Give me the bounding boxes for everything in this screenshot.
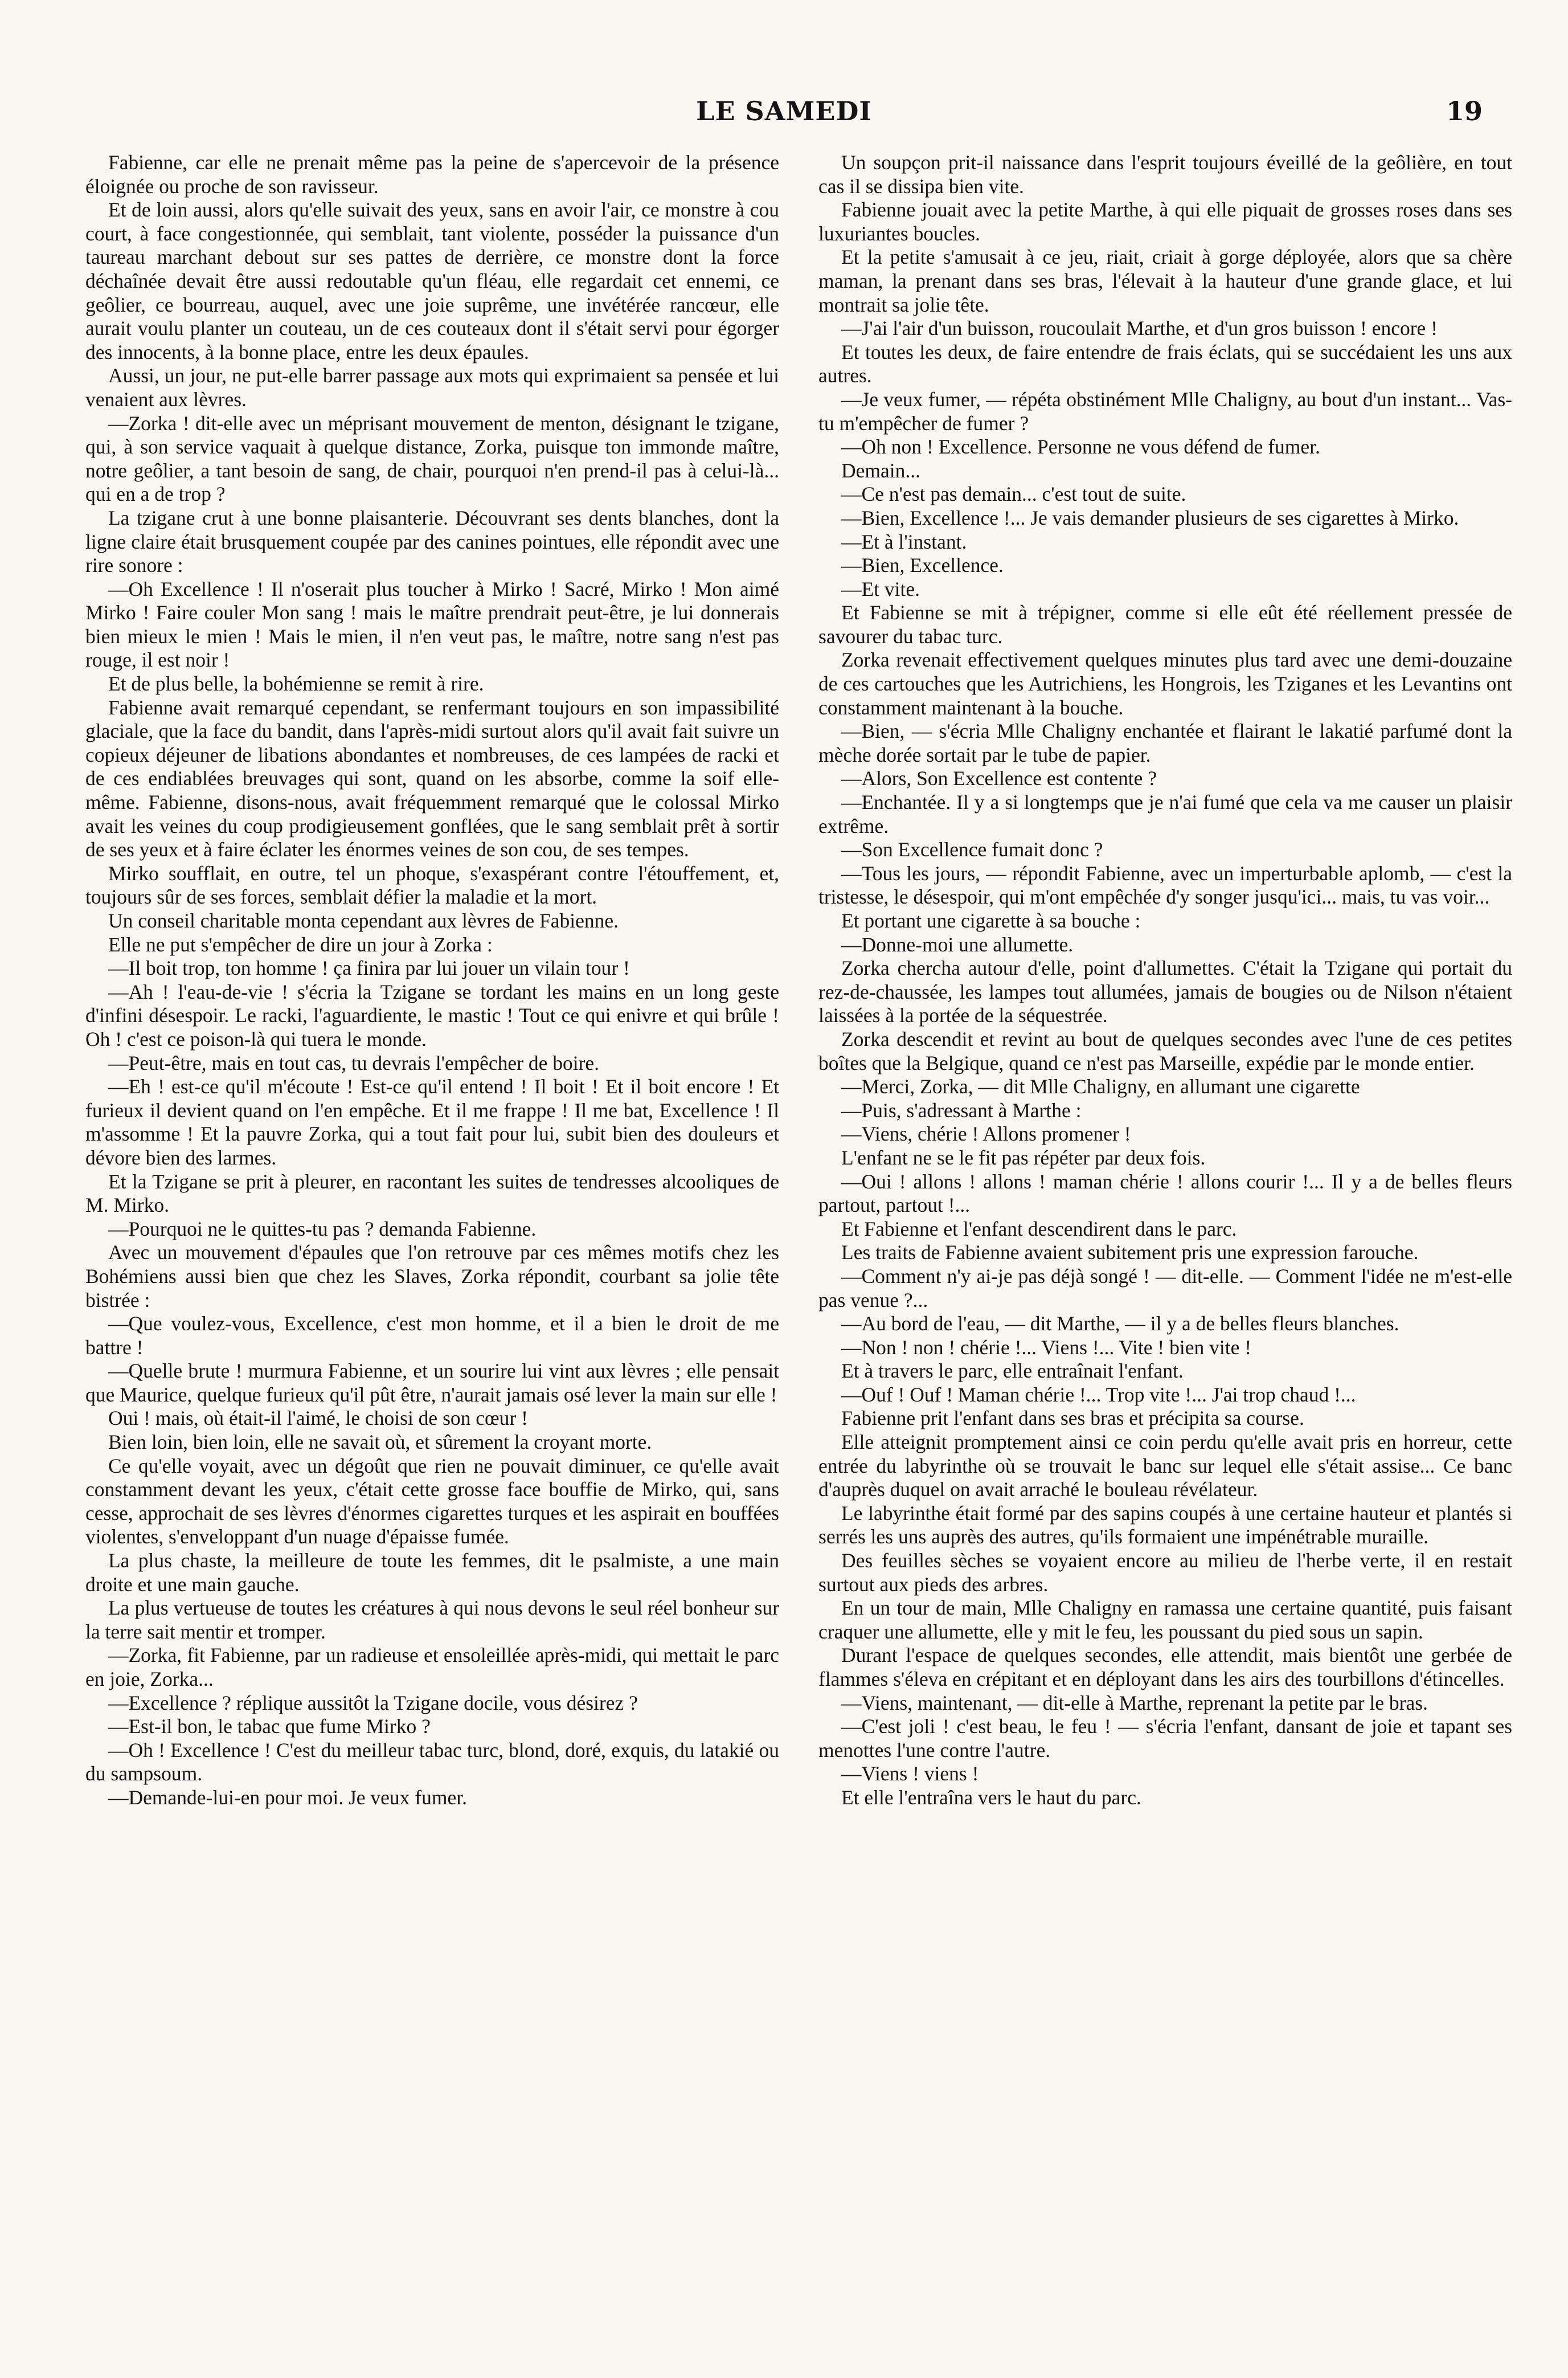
article-paragraph: —Ah ! l'eau-de-vie ! s'écria la Tzigane se tordant les mains en un long geste d'infini désespoir. Le racki, l'aguardiente, le mastic ! Tout ce qui enivre et qui brûle ! Oh ! c'est ce poison-là qui tuera le monde. — [85, 980, 779, 1051]
article-paragraph: Elle atteignit promptement ainsi ce coin perdu qu'elle avait pris en horreur, cette entrée du labyrinthe où se trouvait le banc sur lequel elle s'était assise... Ce banc d'auprès duquel on avait arraché le bouleau révélateur. — [818, 1431, 1512, 1501]
article-paragraph: —Oh ! Excellence ! C'est du meilleur tabac turc, blond, doré, exquis, du latakié ou du sampsoum. — [85, 1738, 779, 1785]
article-paragraph: En un tour de main, Mlle Chaligny en ramassa une certaine quantité, puis faisant craquer une allumette, elle y mit le feu, les poussant du pied sous un sapin. — [818, 1596, 1512, 1643]
article-paragraph: —Et à l'instant. — [841, 530, 967, 553]
article-paragraph: —Excellence ? réplique aussitôt la Tzigane docile, vous désirez ? — [108, 1691, 638, 1714]
article-paragraph: Et Fabienne se mit à trépigner, comme si elle eût été réellement pressée de savourer du tabac turc. — [818, 601, 1512, 648]
article-paragraph: Les traits de Fabienne avaient subitement pris une expression farouche. — [841, 1241, 1419, 1264]
article-paragraph: —Oh non ! Excellence. Personne ne vous défend de fumer. — [841, 435, 1320, 459]
article-paragraph: Un soupçon prit-il naissance dans l'esprit toujours éveillé de la geôlière, en tout cas il se dissipa bien vite. — [818, 151, 1512, 198]
article-paragraph: —Oui ! allons ! allons ! maman chérie ! allons courir !... Il y a de belles fleurs partout, partout !... — [818, 1170, 1512, 1217]
article-paragraph: —Puis, s'adressant à Marthe : — [841, 1098, 1082, 1122]
article-paragraph: —Est-il bon, le tabac que fume Mirko ? — [108, 1715, 431, 1738]
article-paragraph: Durant l'espace de quelques secondes, elle attendit, mais bientôt une gerbée de flammes s'éleva en crépitant et en déployant dans les airs des tourbillons d'étincelles. — [818, 1644, 1512, 1690]
article-paragraph: Et Fabienne et l'enfant descendirent dans le parc. — [841, 1217, 1237, 1240]
article-paragraph: Et portant une cigarette à sa bouche : — [841, 909, 1141, 932]
article-paragraph: —Zorka ! dit-elle avec un méprisant mouvement de menton, désignant le tzigane, qui, à son service vaquait à quelque distance, Zorka, puisque ton immonde maître, notre geôlier, a tant besoin de sang, de chair, pourquoi n'en prend-il pas à celui-là... qui en a de trop ? — [85, 411, 779, 506]
article-paragraph: Et toutes les deux, de faire entendre de frais éclats, qui se succédaient les uns aux autres. — [818, 340, 1512, 387]
article-paragraph: —Eh ! est-ce qu'il m'écoute ! Est-ce qu'il entend ! Il boit ! Et il boit encore ! Et furieux il devient quand on l'en empêche. Et il me frappe ! Il me bat, Excellence ! Il m'assomme ! Et la pauvre Zorka, qui a tout fait pour lui, subit bien des douleurs et dévore bien des larmes. — [85, 1075, 779, 1169]
article-paragraph: —Viens ! viens ! — [841, 1762, 979, 1785]
article-paragraph: L'enfant ne se le fit pas répéter par deux fois. — [841, 1146, 1206, 1169]
article-paragraph: Mirko soufflait, en outre, tel un phoque, s'exaspérant contre l'étouffement, et, toujours sûr de ses forces, semblait défier la maladie et la mort. — [85, 861, 779, 909]
publication-title: LE SAMEDI — [696, 96, 872, 126]
article-paragraph: —C'est joli ! c'est beau, le feu ! — s'écria l'enfant, dansant de joie et tapant ses menottes l'une contre l'autre. — [818, 1715, 1512, 1762]
article-paragraph: —Ouf ! Ouf ! Maman chérie !... Trop vite !... J'ai trop chaud !... — [841, 1383, 1356, 1406]
article-paragraph: —Enchantée. Il y a si longtemps que je n'ai fumé que cela va me causer un plaisir extrême. — [818, 791, 1512, 837]
article-paragraph: —Il boit trop, ton homme ! ça finira par lui jouer un vilain tour ! — [108, 957, 630, 980]
article-paragraph: Le labyrinthe était formé par des sapins coupés à une certaine hauteur et plantés si serrés les uns auprès des autres, qu'ils formaient une impénétrable muraille. — [818, 1501, 1512, 1548]
article-paragraph: —Que voulez-vous, Excellence, c'est mon homme, et il a bien le droit de me battre ! — [85, 1312, 779, 1359]
article-paragraph: —Demande-lui-en pour moi. Je veux fumer. — [108, 1785, 467, 1809]
article-paragraph: Et la Tzigane se prit à pleurer, en racontant les suites de tendresses alcooliques de M. Mirko. — [85, 1170, 779, 1217]
article-paragraph: La plus vertueuse de toutes les créatures à qui nous devons le seul réel bonheur sur la terre sait mentir et tromper. — [85, 1596, 779, 1643]
article-paragraph: Zorka revenait effectivement quelques minutes plus tard avec une demi-douzaine de ces cartouches que les Autrichiens, les Hongrois, les Tziganes et les Levantins ont constamment maintenant à la bouche. — [818, 648, 1512, 719]
article-paragraph: La tzigane crut à une bonne plaisanterie. Découvrant ses dents blanches, dont la ligne claire était brusquement coupée par des canines pointues, elle répondit avec une rire sonore : — [85, 506, 779, 577]
article-paragraph: Bien loin, bien loin, elle ne savait où, et sûrement la croyant morte. — [108, 1431, 652, 1454]
left-column — [85, 151, 779, 2339]
article-paragraph: Fabienne avait remarqué cependant, se renfermant toujours en son impassibilité glaciale, que la face du bandit, dans l'après-midi surtout alors qu'il avait fait suivre un copieux déjeuner de libations abondantes et nombreuses, de ces lampées de racki et de ces endiablées breuvages qui sont, quand on les absorbe, comme la soif elle-même. Fabienne, disons-nous, avait fréquemment remarqué que le colossal Mirko avait les veines du coup prodigieusement gonflées, que le sang semblait prêt à sortir de ses yeux et à faire éclater les énormes veines de son cou, de ses tempes. — [85, 696, 779, 861]
article-paragraph: —Bien, Excellence !... Je vais demander plusieurs de ses cigarettes à Mirko. — [841, 506, 1459, 529]
article-paragraph: —Son Excellence fumait donc ? — [841, 838, 1103, 861]
article-paragraph: Zorka descendit et revint au bout de quelques secondes avec l'une de ces petites boîtes que la Belgique, quand ce n'est pas Marseille, expédie par le monde entier. — [818, 1027, 1512, 1074]
article-paragraph: Des feuilles sèches se voyaient encore au milieu de l'herbe verte, il en restait surtout aux pieds des arbres. — [818, 1549, 1512, 1596]
article-paragraph: —Viens, chérie ! Allons promener ! — [841, 1122, 1131, 1146]
article-paragraph: —Alors, Son Excellence est contente ? — [841, 767, 1157, 790]
article-paragraph: —Bien, Excellence. — [841, 554, 1004, 577]
article-paragraph: Elle ne put s'empêcher de dire un jour à Zorka : — [108, 933, 493, 956]
article-paragraph: Zorka chercha autour d'elle, point d'allumettes. C'était la Tzigane qui portait du rez-de-chaussée, les lampes tout allumées, jamais de bougies ou de Nilson n'étaient laissées à la portée de la séquestrée. — [818, 957, 1512, 1027]
article-paragraph: —Merci, Zorka, — dit Mlle Chaligny, en allumant une cigarette — [841, 1075, 1360, 1098]
article-paragraph: Et elle l'entraîna vers le haut du parc. — [841, 1785, 1141, 1809]
article-paragraph: —Au bord de l'eau, — dit Marthe, — il y a de belles fleurs blanches. — [841, 1312, 1399, 1335]
article-paragraph: Un conseil charitable monta cependant aux lèvres de Fabienne. — [108, 909, 619, 932]
article-paragraph: —Peut-être, mais en tout cas, tu devrais l'empêcher de boire. — [108, 1051, 600, 1074]
article-paragraph: —Ce n'est pas demain... c'est tout de suite. — [841, 483, 1186, 506]
article-paragraph: —Donne-moi une allumette. — [841, 933, 1074, 956]
article-paragraph: Demain... — [841, 459, 921, 482]
article-paragraph: —Viens, maintenant, — dit-elle à Marthe, reprenant la petite par le bras. — [841, 1691, 1428, 1714]
page-number: 19 — [1446, 96, 1483, 126]
article-paragraph: —Zorka, fit Fabienne, par un radieuse et ensoleillée après-midi, qui mettait le parc en joie, Zorka... — [85, 1644, 779, 1690]
article-paragraph: Fabienne, car elle ne prenait même pas la peine de s'apercevoir de la présence éloignée ou proche de son ravisseur. — [85, 151, 779, 198]
article-paragraph: —Quelle brute ! murmura Fabienne, et un sourire lui vint aux lèvres ; elle pensait que Maurice, quelque furieux qu'il pût être, n'aurait jamais osé lever la main sur elle ! — [85, 1359, 779, 1406]
article-paragraph: —Et vite. — [841, 577, 920, 600]
article-paragraph: —Bien, — s'écria Mlle Chaligny enchantée et flairant le lakatié parfumé dont la mèche dorée sortait par le tube de papier. — [818, 720, 1512, 766]
article-paragraph: Et de plus belle, la bohémienne se remit à rire. — [108, 672, 484, 696]
article-paragraph: Aussi, un jour, ne put-elle barrer passage aux mots qui exprimaient sa pensée et lui venaient aux lèvres. — [85, 364, 779, 411]
article-paragraph: Avec un mouvement d'épaules que l'on retrouve par ces mêmes motifs chez les Bohémiens aussi bien que chez les Slaves, Zorka répondit, courbant sa jolie tête bistrée : — [85, 1241, 779, 1311]
page-header — [85, 96, 1483, 141]
article-paragraph: Et la petite s'amusait à ce jeu, riait, criait à gorge déployée, alors que sa chère maman, la prenant dans ses bras, l'élevait à la hauteur d'une grande glace, et lui montrait sa jolie tête. — [818, 246, 1512, 316]
article-paragraph: La plus chaste, la meilleure de toute les femmes, dit le psalmiste, a une main droite et une main gauche. — [85, 1549, 779, 1596]
right-column — [818, 151, 1512, 2339]
article-paragraph: —Je veux fumer, — répéta obstinément Mlle Chaligny, au bout d'un instant... Vas-tu m'empêcher de fumer ? — [818, 387, 1512, 435]
article-paragraph: —Oh Excellence ! Il n'oserait plus toucher à Mirko ! Sacré, Mirko ! Mon aimé Mirko ! Faire couler Mon sang ! mais le maître prendrait peut-être, je lui donnerais bien mieux le mien ! Mais le mien, il n'en veut pas, le maître, notre sang n'est pas rouge, il est noir ! — [85, 577, 779, 672]
article-paragraph: —Comment n'y ai-je pas déjà songé ! — dit-elle. — Comment l'idée ne m'est-elle pas venue ?... — [818, 1264, 1512, 1311]
article-paragraph: —Non ! non ! chérie !... Viens !... Vite ! bien vite ! — [841, 1335, 1252, 1359]
article-paragraph: Et à travers le parc, elle entraînait l'enfant. — [841, 1359, 1184, 1383]
article-paragraph: Fabienne prit l'enfant dans ses bras et précipita sa course. — [841, 1407, 1304, 1430]
article-paragraph: —Tous les jours, — répondit Fabienne, avec un imperturbable aplomb, — c'est la tristesse, le désespoir, qui m'ont empêchée d'y songer jusqu'ici... mais, tu vas voir... — [818, 861, 1512, 909]
article-paragraph: —Pourquoi ne le quittes-tu pas ? demanda Fabienne. — [108, 1217, 537, 1240]
article-paragraph: Et de loin aussi, alors qu'elle suivait des yeux, sans en avoir l'air, ce monstre à cou court, à face congestionnée, qui semblait, tant violente, posséder la puissance d'un taureau marchant debout sur ses pattes de derrière, ce monstre dont la force déchaînée devait être aussi redoutable qu'un fléau, elle regardait cet ennemi, ce geôlier, ce bourreau, auquel, avec une joie suprême, une invétérée rancœur, elle aurait voulu planter un couteau, un de ces couteaux dont il s'était servi pour égorger des innocents, à la bonne place, entre les deux épaules. — [85, 198, 779, 363]
article-paragraph: —J'ai l'air d'un buisson, roucoulait Marthe, et d'un gros buisson ! encore ! — [841, 317, 1438, 340]
article-paragraph: Ce qu'elle voyait, avec un dégoût que rien ne pouvait diminuer, ce qu'elle avait constamment devant les yeux, c'était cette grosse face bouffie de Mirko, qui, sans cesse, approchait de ses lèvres d'énormes cigarettes turques et les aspirait en bouffées violentes, s'enveloppant d'un nuage d'épaisse fumée. — [85, 1454, 779, 1548]
article-paragraph: Oui ! mais, où était-il l'aimé, le choisi de son cœur ! — [108, 1407, 528, 1430]
article-paragraph: Fabienne jouait avec la petite Marthe, à qui elle piquait de grosses roses dans ses luxuriantes boucles. — [818, 198, 1512, 245]
